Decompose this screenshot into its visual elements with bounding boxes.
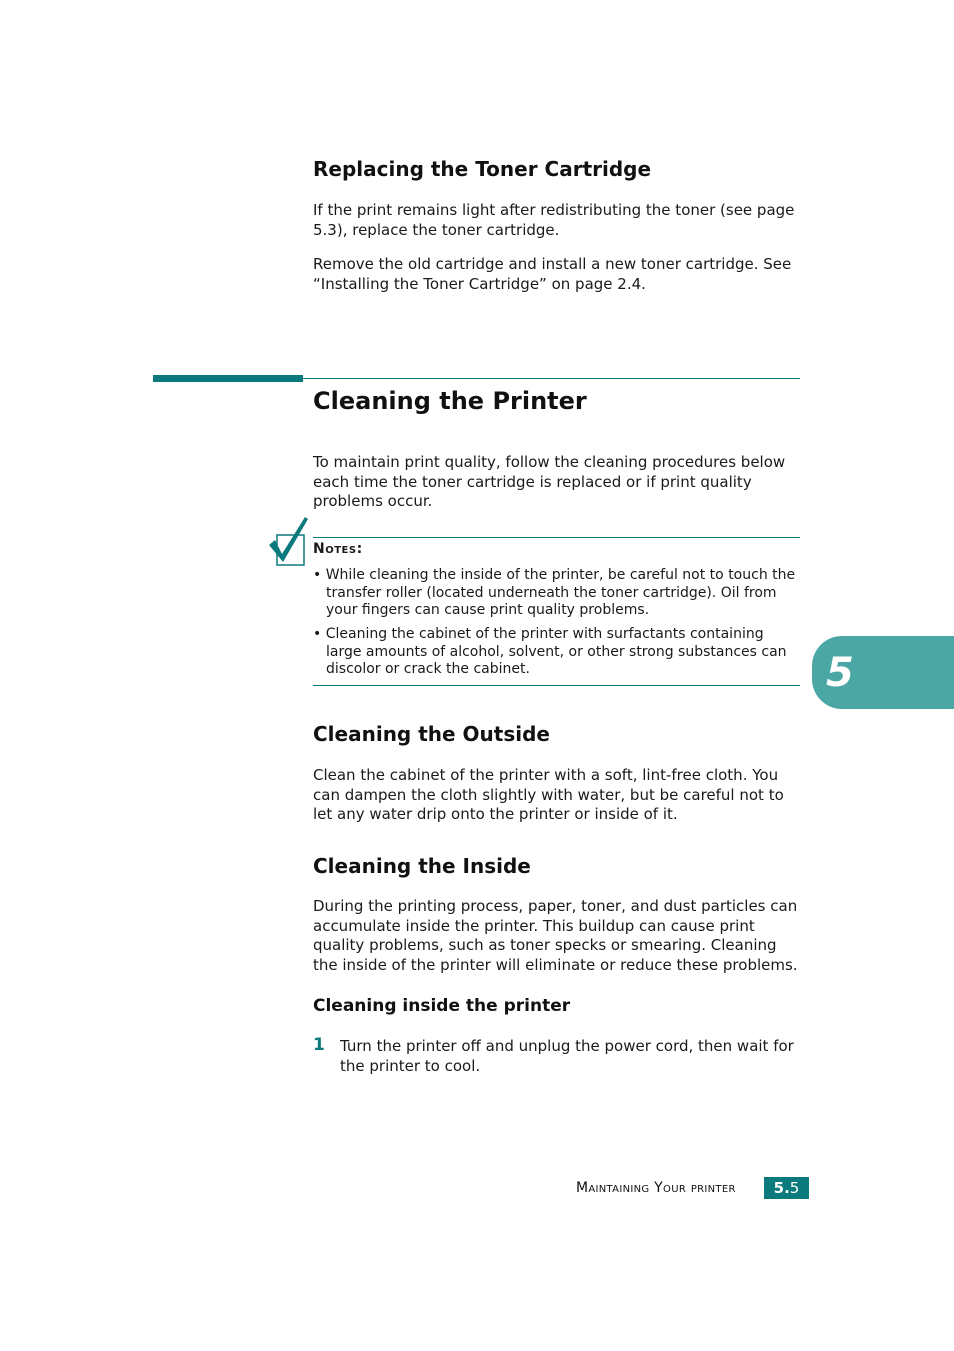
heading-cleaning-outside: Cleaning the Outside xyxy=(313,722,550,746)
section-rule-thick xyxy=(153,375,303,382)
page-number-minor: 5 xyxy=(789,1179,800,1197)
notes-title: Notes: xyxy=(313,541,363,557)
page-number-major: 5. xyxy=(773,1179,790,1197)
footer-chapter-title: Maintaining Your printer xyxy=(576,1180,736,1196)
chapter-number: 5 xyxy=(826,649,854,696)
step-number: 1 xyxy=(313,1035,325,1055)
section-rule-thin xyxy=(303,378,800,379)
notes-rule-top xyxy=(313,537,800,538)
paragraph-replacing-2: Remove the old cartridge and install a new toner cartridge. See “Installing the Toner Cartridge” on page 2.4. xyxy=(313,255,792,293)
heading-cleaning-printer: Cleaning the Printer xyxy=(313,387,587,415)
note-item-2: • Cleaning the cabinet of the printer with surfactants containing large amounts of alcohol, solvent, or other strong substances can discolor or crack the cabinet. xyxy=(313,626,787,677)
subheading-cleaning-inside-printer: Cleaning inside the printer xyxy=(313,996,571,1016)
step-text: Turn the printer off and unplug the power cord, then wait for the printer to cool. xyxy=(340,1037,794,1075)
heading-replacing-toner: Replacing the Toner Cartridge xyxy=(313,157,652,181)
checkmark-note-icon xyxy=(268,514,312,568)
paragraph-cleaning-outside: Clean the cabinet of the printer with a soft, lint-free cloth. You can dampen the cloth slightly with water, but be careful not to let any water drip onto the printer or inside of it. xyxy=(313,766,784,823)
chapter-tab xyxy=(812,636,954,709)
page-number-badge xyxy=(764,1177,809,1199)
paragraph-cleaning-intro: To maintain print quality, follow the cleaning procedures below each time the toner cartridge is replaced or if print quality problems occur. xyxy=(313,453,786,510)
note-item-1: • While cleaning the inside of the printer, be careful not to touch the transfer roller (located underneath the toner cartridge). Oil from your fingers can cause print quality problems. xyxy=(313,567,796,618)
paragraph-cleaning-inside: During the printing process, paper, toner, and dust particles can accumulate inside the printer. This buildup can cause print quality problems, such as toner specks or smearing. Cleaning the inside of the printer will eliminate or reduce these problems. xyxy=(313,897,798,974)
notes-rule-bottom xyxy=(313,685,800,686)
paragraph-replacing-1: If the print remains light after redistributing the toner (see page 5.3), replace the toner cartridge. xyxy=(313,201,795,239)
heading-cleaning-inside: Cleaning the Inside xyxy=(313,854,531,878)
